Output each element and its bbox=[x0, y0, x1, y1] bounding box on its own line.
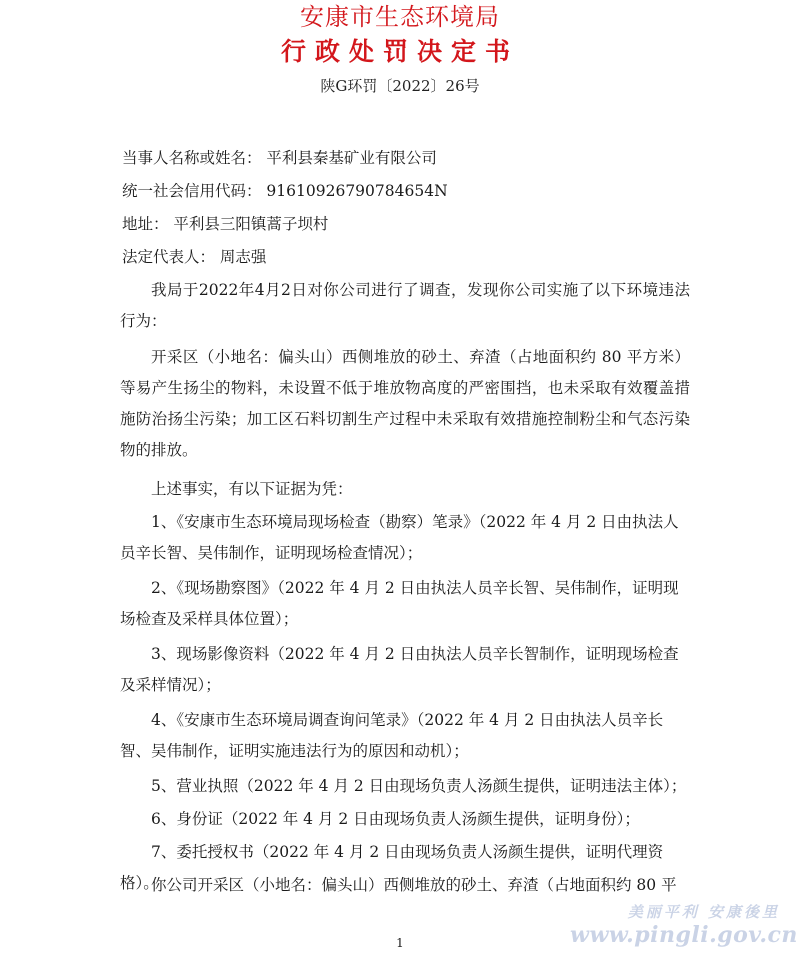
watermark-url: www.pingli.gov.cn bbox=[570, 922, 798, 948]
watermark-slogan: 美丽平利 安康後里 bbox=[627, 903, 780, 921]
evidence-item: 4、《安康市生态环境局调查询问笔录》（2022 年 4 月 2 日由执法人员辛长智、吴伟制作，证明实施违法行为的原因和动机）； bbox=[120, 711, 664, 760]
violation-paragraph: 开采区（小地名：偏头山）西侧堆放的砂土、弃渣（占地面积约 80 平方米）等易产生扬尘的物料，未设置不低于堆放物高度的严密围挡，也未采取有效覆盖措施防治扬尘污染；加工区石料切割生产过程中未采取有效措施控制粉尘和气态污染物的排放。 bbox=[120, 348, 690, 459]
evidence-intro: 上述事实，有以下证据为凭： bbox=[151, 480, 353, 498]
party-name: 当事人名称或姓名： 平利县秦基矿业有限公司 bbox=[122, 149, 437, 167]
credit-code: 统一社会信用代码： 91610926790784654N bbox=[122, 182, 448, 200]
evidence-item: 7、委托授权书（2022 年 4 月 2 日由现场负责人汤颜生提供，证明代理资格）。 bbox=[120, 843, 664, 892]
closing-paragraph: 你公司开采区（小地名：偏头山）西侧堆放的砂土、弃渣（占地面积约 80 平 bbox=[151, 876, 677, 894]
evidence-item: 5、营业执照（2022 年 4 月 2 日由现场负责人汤颜生提供，证明违法主体）； bbox=[151, 777, 687, 795]
evidence-item: 3、现场影像资料（2022 年 4 月 2 日由执法人员辛长智制作，证明现场检查及采样情况）； bbox=[120, 645, 679, 694]
investigation-paragraph: 我局于2022年4月2日对你公司进行了调查，发现你公司实施了以下环境违法行为： bbox=[120, 281, 690, 330]
document-title: 行政处罚决定书 bbox=[280, 37, 519, 66]
evidence-item: 1、《安康市生态环境局现场检查（勘察）笔录》（2022 年 4 月 2 日由执法人员辛长智、吴伟制作，证明现场检查情况）； bbox=[120, 513, 679, 562]
site-watermark bbox=[570, 902, 798, 948]
evidence-item: 2、《现场勘察图》（2022 年 4 月 2 日由执法人员辛长智、吴伟制作，证明现场检查及采样具体位置）； bbox=[120, 579, 679, 628]
evidence-item: 6、身份证（2022 年 4 月 2 日由现场负责人汤颜生提供，证明身份）； bbox=[151, 810, 640, 828]
legal-representative: 法定代表人： 周志强 bbox=[122, 248, 267, 266]
issuing-organization: 安康市生态环境局 bbox=[300, 3, 500, 31]
document-number: 陕G环罚〔2022〕26号 bbox=[320, 77, 480, 95]
address: 地址： 平利县三阳镇蒿子坝村 bbox=[122, 215, 329, 233]
page-number: 1 bbox=[396, 936, 404, 950]
